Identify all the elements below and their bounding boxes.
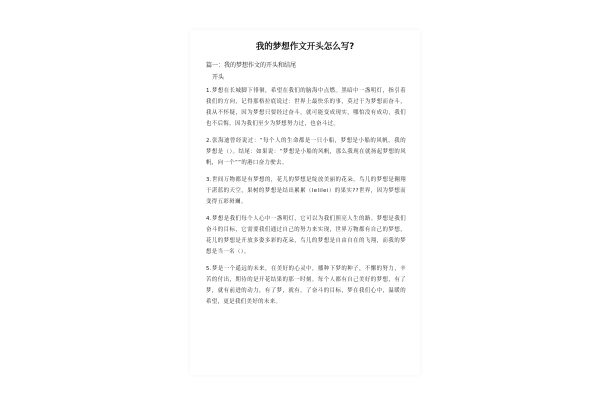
document-body (206, 86, 406, 314)
subsection-label: 开头 (212, 74, 225, 81)
paragraph-1: 1.梦想在长城脚下徘徊，希望在我们的脑海中点燃。黑暗中一盏明灯，指引着我们的方向，记得那格拉底说过：世界上最快乐的事，莫过于为梦想而奋斗，我从不怀疑，因为梦想只要经过奋斗，就可能变成现实，哪怕没有成功，我们也不后悔。因为我们至少为梦想努力过，也奋斗过。 (206, 88, 406, 127)
document-title: 我的梦想作文开头怎么写? (255, 42, 355, 52)
document-page (190, 30, 420, 375)
paragraph-5: 5.梦是一个遥远的未来，在美好的心灵中，播种下梦的种子，不懈的努力，辛苦的付出，期待的是开花结果的那一时刻。每个人都有自己美好的梦想，有了梦，就有前进的动力，有了梦，就有，了奋斗的目标，梦在我们心中，温暖的希望，更是我们美好的未来。 (206, 266, 406, 305)
paragraph-3: 3.世间万物都是有梦想的，花儿的梦想是绽放美丽的花朵，鸟儿的梦想是翱翔于湛蓝的天空，果树的梦想是结出累累（lelilei）的果实??世界，因为梦想而变得五彩斑斓。 (206, 177, 406, 205)
paragraph-4: 4.梦想是我们每个人心中一盏明灯，它可以为我们照亮人生的路。梦想是我们奋斗的目标，它需要我们通过自己的努力来实现，世界万物都有自己的梦想，花儿的梦想是开放多姿多彩的花朵，鸟儿的梦想是自由自在的飞翔，而我的梦想是当一名（）。 (206, 216, 406, 255)
section-heading: 篇一：我的梦想作文的开头和结尾 (206, 62, 297, 69)
paragraph-2: 2.张海迪曾经说过：“每个人的生命都是一只小船，梦想是小船的风帆。我的梦想是（）。结尾：如果说：“梦想是小船的风帆，那么我现在就扬起梦想的风帆，向一个“”的港口奋力驶去。 (206, 138, 406, 166)
